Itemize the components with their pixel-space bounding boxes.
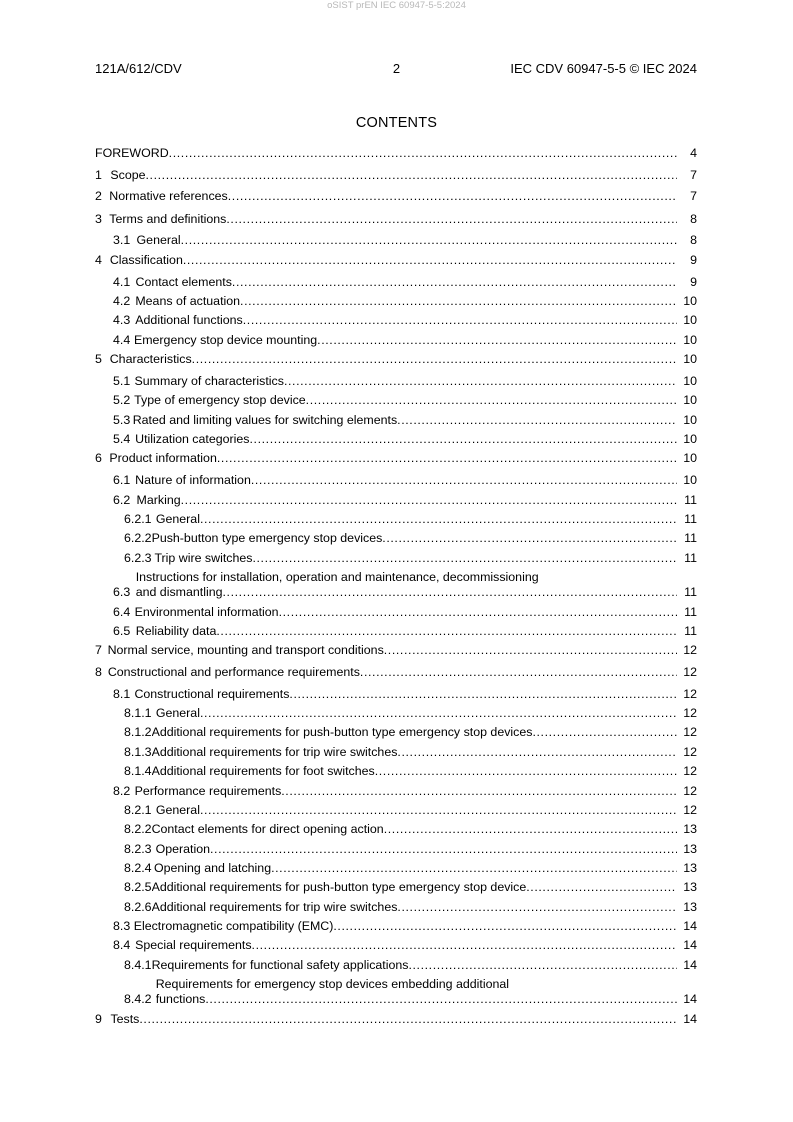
toc-entry-number: 6.3 [113,585,131,599]
toc-entry[interactable] [124,822,697,837]
toc-entry-number: 8.1.2 [124,725,152,739]
toc-entry-title: Summary of characteristics [134,374,284,388]
toc-entry[interactable] [124,764,697,779]
toc-entry-page: 12 [683,687,697,701]
toc-entry[interactable] [95,643,697,658]
toc-entry-number: 2 [95,189,102,203]
toc-entry[interactable] [124,745,697,760]
dot-leader [200,803,677,818]
toc-entry-number: 8.1.4 [124,764,152,778]
toc-entry-title: General [136,233,181,247]
toc-entry-number: 8.2 [113,784,131,798]
toc-entry-number: 8.2.3 [124,842,152,856]
toc-entry-title: General [155,512,200,526]
dot-leader [284,374,677,389]
toc-entry-title: Electromagnetic compatibility (EMC) [133,919,334,933]
toc-entry-page: 10 [683,432,697,446]
toc-entry-page: 13 [683,842,697,856]
toc-entry-page: 13 [683,861,697,875]
toc-entry[interactable] [124,958,697,973]
toc-entry-number: 5.3 [113,413,131,427]
toc-entry-title: Constructional requirements [134,687,290,701]
toc-entry[interactable] [95,253,697,268]
toc-entry-number: 8.4.2 [124,992,152,1006]
toc-entry[interactable] [113,493,697,508]
toc-entry[interactable] [113,624,697,639]
toc-entry-page: 10 [683,413,697,427]
toc-entry[interactable] [113,233,697,248]
toc-entry-title: General [155,803,200,817]
toc-entry-title: Emergency stop device mounting [133,333,318,347]
dot-leader [252,551,677,566]
toc-entry-page: 12 [683,803,697,817]
toc-entry-page: 10 [683,473,697,487]
dot-leader [181,233,677,248]
page-title: CONTENTS [355,115,438,131]
toc-entry-page: 12 [683,745,697,759]
toc-entry-number: 3.1 [113,233,131,247]
toc-entry-page: 12 [683,706,697,720]
toc-entry[interactable] [113,784,697,799]
toc-entry[interactable] [124,512,697,527]
toc-entry-title: Additional requirements for foot switches [151,764,375,778]
dot-leader [251,473,677,488]
toc-entry[interactable] [95,168,697,183]
toc-entry-page: 11 [684,493,697,507]
toc-entry-page: 12 [683,643,697,657]
toc-entry-title: Requirements for emergency stop devices embedding additional [155,977,510,991]
dot-leader [306,393,677,408]
toc-entry-number: 4.2 [113,294,131,308]
toc-entry-title-continued: and dismantling [135,585,223,599]
toc-entry-title: Requirements for functional safety applications [151,958,409,972]
toc-entry-title: Additional requirements for push-button type emergency stop devices [151,725,533,739]
toc-entry[interactable] [113,687,697,702]
toc-entry[interactable] [124,900,697,915]
toc-entry-number: 9 [95,1012,102,1026]
toc-entry-page: 11 [684,531,697,545]
toc-entry[interactable] [113,432,697,447]
toc-entry[interactable] [113,374,697,389]
toc-entry-title: Push-button type emergency stop devices [151,531,383,545]
toc-entry-number: 5.2 [113,393,131,407]
toc-entry-number: 7 [95,643,102,657]
toc-entry[interactable] [124,880,697,895]
toc-entry[interactable] [95,665,697,680]
dot-leader [200,706,677,721]
toc-entry-page: 4 [690,146,697,160]
toc-entry-number: 6 [95,451,102,465]
toc-entry-number: 6.2.1 [124,512,152,526]
toc-entry-number: 8 [95,665,102,679]
dot-leader [192,352,677,367]
dot-leader [252,938,677,953]
toc-entry-page: 14 [683,919,697,933]
toc-entry[interactable] [113,473,697,488]
toc-entry-title: Performance requirements [134,784,282,798]
toc-entry-title: Reliability data [135,624,217,638]
dot-leader [232,275,677,290]
toc-entry-page: 14 [683,938,697,952]
dot-leader [139,1012,677,1027]
toc-entry-page: 10 [683,352,697,366]
dot-leader [181,493,677,508]
toc-entry-title: Product information [109,451,217,465]
toc-entry-number: 8.3 [113,919,131,933]
toc-entry-title: Additional functions [135,313,243,327]
dot-leader [360,665,677,680]
toc-entry[interactable] [113,413,697,428]
toc-entry-page: 12 [683,725,697,739]
dot-leader [397,745,677,760]
toc-entry-title: Special requirements [135,938,252,952]
toc-entry-title: Environmental information [134,605,279,619]
toc-entry-number: 6.1 [113,473,131,487]
toc-entry-number: 8.2.5 [124,880,152,894]
toc-entry-number: 3 [95,212,102,226]
dot-leader [205,992,677,1007]
dot-leader [217,451,677,466]
toc-entry-page: 11 [684,512,697,526]
toc-entry[interactable] [113,275,697,290]
toc-entry-title: Additional requirements for push-button type emergency stop device [151,880,527,894]
toc-entry-page: 11 [684,585,697,599]
toc-entry-number: 8.2.2 [124,822,152,836]
toc-entry[interactable] [124,706,697,721]
toc-entry-page: 10 [683,294,697,308]
toc-entry-title: Means of actuation [135,294,241,308]
toc-entry[interactable] [113,393,697,408]
toc-entry-number: 6.5 [113,624,131,638]
toc-entry-title: Characteristics [109,352,192,366]
toc-entry-title: Contact elements for direct opening action [151,822,384,836]
toc-entry-title: Classification [109,253,183,267]
toc-entry-title: Type of emergency stop device [134,393,306,407]
toc-entry[interactable] [124,725,697,740]
dot-leader [146,168,678,183]
dot-leader [408,958,677,973]
dot-leader [333,919,677,934]
toc-entry[interactable] [95,352,697,367]
toc-entry-title: Constructional and performance requirements [107,665,360,679]
toc-entry-number: 6.2.2 [124,531,152,545]
page-number: 2 [392,61,401,76]
dot-leader [279,605,677,620]
toc-entry-page: 12 [683,784,697,798]
toc-entry-page: 8 [690,233,697,247]
toc-entry-title: Contact elements [135,275,232,289]
dot-leader [243,313,677,328]
toc-entry-page: 10 [683,374,697,388]
toc-entry-page: 10 [683,393,697,407]
toc-entry-title: Scope [110,168,146,182]
dot-leader [397,900,677,915]
toc-entry-number: 6.2 [113,493,131,507]
toc-entry-page: 13 [683,822,697,836]
dot-leader [200,512,677,527]
toc-entry-page: 7 [690,168,697,182]
dot-leader [210,842,677,857]
toc-entry[interactable] [113,938,697,953]
toc-entry[interactable] [124,861,697,876]
toc-entry[interactable] [124,803,697,818]
toc-entry-page: 13 [683,880,697,894]
toc-entry-title: Terms and definitions [109,212,227,226]
toc-entry[interactable] [95,451,697,466]
toc-entry[interactable] [124,977,697,1007]
toc-entry-title: Normal service, mounting and transport conditions [107,643,384,657]
toc-entry-number: 8.4 [113,938,131,952]
toc-entry[interactable] [113,570,697,600]
toc-entry-page: 13 [683,900,697,914]
dot-leader [384,822,677,837]
toc-entry-title: Nature of information [135,473,251,487]
toc-entry-title: Normative references [109,189,228,203]
toc-entry-title: Marking [136,493,181,507]
toc-entry-number: 1 [95,168,102,182]
dot-leader [222,585,677,600]
toc-entry-title: Utilization categories [135,432,250,446]
toc-entry-number: 5.1 [113,374,131,388]
toc-entry-number: 8.2.6 [124,900,152,914]
toc-entry-page: 9 [690,253,697,267]
toc-entry-number: 6.2.3 [124,551,152,565]
toc-entry-number: 8.4.1 [124,958,152,972]
toc-entry-number: 4.4 [113,333,131,347]
dot-leader [382,531,677,546]
toc-entry[interactable] [124,551,697,566]
toc-entry-page: 11 [684,605,697,619]
dot-leader [240,294,677,309]
toc-entry-number: 4.3 [113,313,131,327]
toc-entry-number: 5.4 [113,432,131,446]
toc-entry-title: General [155,706,200,720]
toc-entry-page: 10 [683,333,697,347]
dot-leader [532,725,677,740]
toc-entry-title: Opening and latching [153,861,272,875]
toc-entry[interactable] [124,842,697,857]
toc-entry[interactable] [113,333,697,348]
toc-entry-number: 8.2.1 [124,803,152,817]
toc-entry-page: 14 [683,958,697,972]
toc-entry-page: 8 [690,212,697,226]
toc-entry-number: 4 [95,253,102,267]
dot-leader [216,624,677,639]
dot-leader [249,432,677,447]
toc-entry-page: 12 [683,665,697,679]
toc-entry-number: 8.1 [113,687,131,701]
toc-entry[interactable] [124,531,697,546]
toc-entry[interactable] [113,294,697,309]
dot-leader [169,146,677,161]
toc-entry[interactable] [113,313,697,328]
toc-entry-title: FOREWORD [95,146,169,160]
toc-entry-page: 10 [683,313,697,327]
dot-leader [281,784,677,799]
toc-entry-number: 8.1.3 [124,745,152,759]
toc-entry-page: 12 [683,764,697,778]
toc-entry-number: 5 [95,352,102,366]
standard-identifier: IEC CDV 60947-5-5 © IEC 2024 [510,61,697,76]
toc-entry-number: 8.1.1 [124,706,152,720]
toc-entry-number: 6.4 [113,605,131,619]
dot-leader [384,643,677,658]
dot-leader [226,212,677,227]
toc-entry[interactable] [95,1012,697,1027]
toc-entry[interactable] [95,189,697,204]
document-reference: 121A/612/CDV [95,61,182,76]
dot-leader [526,880,677,895]
dot-leader [228,189,677,204]
toc-entry-title: Rated and limiting values for switching elements [132,413,398,427]
dot-leader [289,687,677,702]
toc-entry-page: 11 [684,624,697,638]
toc-entry-page: 11 [684,551,697,565]
dot-leader [375,764,677,779]
toc-entry-page: 14 [683,992,697,1006]
toc-entry-page: 10 [683,451,697,465]
dot-leader [183,253,677,268]
toc-entry[interactable] [95,212,697,227]
toc-entry-page: 14 [683,1012,697,1026]
toc-entry-title: Additional requirements for trip wire switches [151,900,398,914]
toc-entry[interactable] [95,146,697,161]
toc-entry-page: 9 [690,275,697,289]
toc-entry-page: 7 [690,189,697,203]
toc-entry-title: Tests [110,1012,140,1026]
toc-entry-title: Instructions for installation, operation and maintenance, decommissioning [135,570,539,584]
dot-leader [317,333,677,348]
toc-entry-title: Operation [155,842,211,856]
toc-entry-title-continued: functions [155,992,206,1006]
toc-entry-title: Additional requirements for trip wire switches [151,745,398,759]
document-watermark: oSIST prEN IEC 60947-5-5:2024 [327,0,466,11]
toc-entry[interactable] [113,919,697,934]
toc-entry-number: 4.1 [113,275,131,289]
dot-leader [271,861,677,876]
toc-entry-number: 8.2.4 [124,861,152,875]
dot-leader [397,413,677,428]
toc-entry[interactable] [113,605,697,620]
toc-entry-title: Trip wire switches [154,551,253,565]
